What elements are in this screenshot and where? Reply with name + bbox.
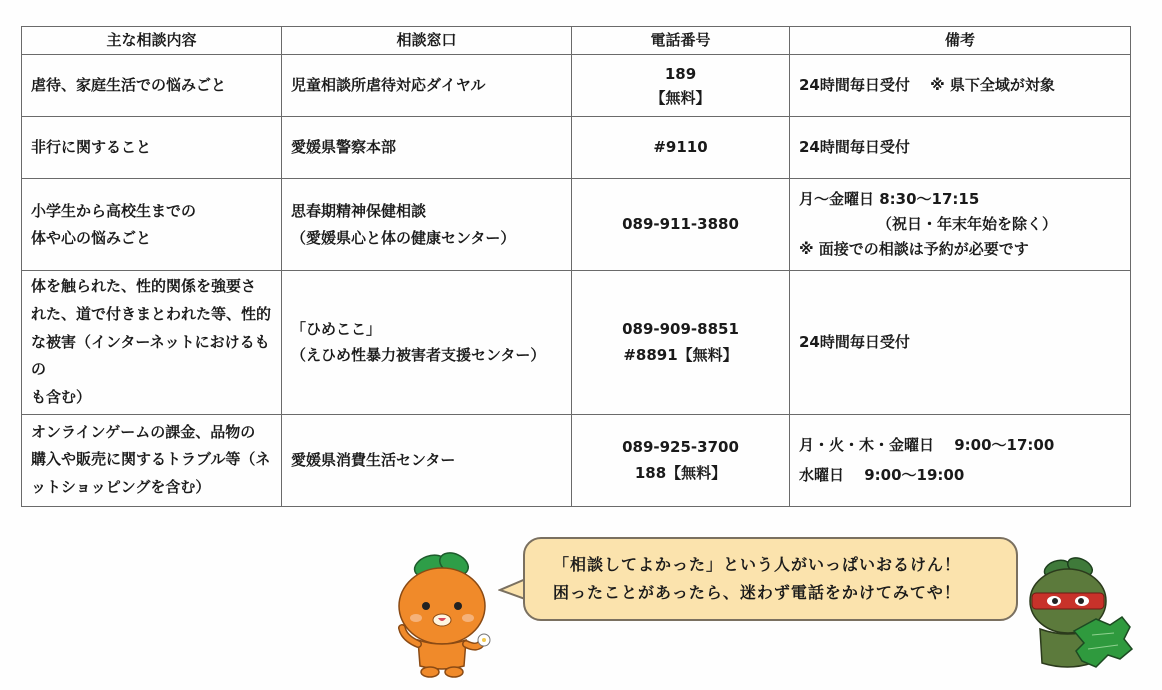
header-content: 主な相談内容	[22, 27, 282, 55]
phone-free-label: 【無料】	[650, 88, 711, 107]
header-phone: 電話番号	[572, 27, 790, 55]
row-window: 思春期精神保健相談 （愛媛県心と体の健康センター）	[282, 179, 572, 271]
row-notes: 24時間毎日受付	[790, 271, 1131, 415]
phone-number-short[interactable]: #8891【無料】	[623, 346, 738, 365]
row-notes: 24時間毎日受付	[790, 117, 1131, 179]
phone-number[interactable]: 089-909-8851	[622, 320, 739, 339]
row-window: 「ひめここ」 （えひめ性暴力被害者支援センター）	[282, 271, 572, 415]
consultation-table	[21, 26, 1131, 507]
phone-number[interactable]: #9110	[653, 138, 708, 157]
phone-number[interactable]: 189	[664, 64, 697, 83]
row-phone	[572, 271, 790, 415]
table-row	[22, 55, 1131, 117]
table-header-row	[22, 27, 1131, 55]
row-window: 愛媛県警察本部	[282, 117, 572, 179]
header-window: 相談窓口	[282, 27, 572, 55]
row-content: 小学生から高校生までの 体や心の悩みごと	[22, 179, 282, 271]
row-content: 体を触られた、性的関係を強要さ れた、道で付きまとわれた等、性的 な被害（インターネットにおけるもの も含む）	[22, 271, 282, 415]
phone-number-short[interactable]: 188【無料】	[634, 464, 727, 483]
ninja-mascot-icon	[1022, 555, 1137, 680]
phone-number[interactable]: 089-911-3880	[622, 215, 739, 234]
phone-number[interactable]: 089-925-3700	[622, 438, 739, 456]
row-window: 児童相談所虐待対応ダイヤル	[282, 55, 572, 117]
table-row	[22, 414, 1131, 506]
bubble-line-1: 「相談してよかった」という人がいっぱいおるけん！	[553, 555, 962, 574]
row-phone	[572, 414, 790, 506]
row-window: 愛媛県消費生活センター	[282, 414, 572, 506]
row-phone	[572, 179, 790, 271]
header-notes: 備考	[790, 27, 1131, 55]
table-row	[22, 117, 1131, 179]
row-notes: 月・火・木・金曜日 9:00～17:00 水曜日 9:00～19:00	[790, 414, 1131, 506]
row-phone	[572, 55, 790, 117]
speech-bubble	[523, 537, 1018, 621]
table-row	[22, 271, 1131, 415]
row-notes: 月～金曜日 8:30～17:15 （祝日・年末年始を除く） ※ 面接での相談は予約が必要です	[790, 179, 1131, 271]
row-content: 非行に関すること	[22, 117, 282, 179]
table-row	[22, 179, 1131, 271]
row-notes: 24時間毎日受付 ※ 県下全域が対象	[790, 55, 1131, 117]
row-content: 虐待、家庭生活での悩みごと	[22, 55, 282, 117]
row-phone	[572, 117, 790, 179]
orange-mascot-icon	[392, 548, 497, 678]
bubble-line-2: 困ったことがあったら、迷わず電話をかけてみてや！	[553, 583, 961, 602]
row-content: オンラインゲームの課金、品物の 購入や販売に関するトラブル等（ネ ットショッピングを含む）	[22, 414, 282, 506]
